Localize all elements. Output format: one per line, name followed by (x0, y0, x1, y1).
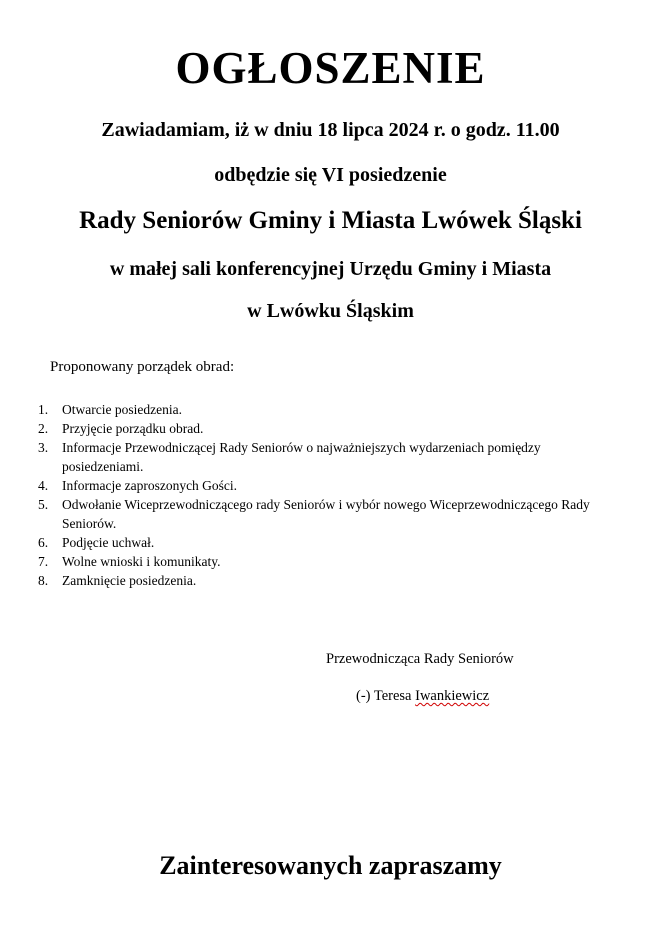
agenda-item-text: Informacje Przewodniczącej Rady Seniorów o najważniejszych wydarzeniach pomiędzy posiedzeniami. (62, 440, 541, 474)
agenda-item-number: 1. (38, 402, 49, 417)
agenda-label: Proponowany porządek obrad: (50, 359, 235, 375)
agenda-item (38, 571, 618, 590)
agenda-item-text: Otwarcie posiedzenia. (62, 402, 182, 417)
agenda-list (38, 400, 618, 590)
document-title: OGŁOSZENIE (175, 43, 486, 93)
signature-title: Przewodnicząca Rady Seniorów (326, 651, 514, 667)
agenda-item-text: Zamknięcie posiedzenia. (62, 573, 197, 588)
agenda-item (38, 438, 618, 476)
agenda-item (38, 476, 618, 495)
agenda-item-text: Wolne wnioski i komunikaty. (62, 554, 221, 569)
agenda-item (38, 400, 618, 419)
agenda-item-number: 3. (38, 440, 49, 455)
agenda-item-number: 8. (38, 573, 49, 588)
agenda-item (38, 533, 618, 552)
signature-prefix: (-) Teresa (356, 688, 416, 704)
agenda-item (38, 419, 618, 438)
notice-session-line: odbędzie się VI posiedzenie (214, 164, 447, 186)
signature-surname: Iwankiewicz (415, 688, 490, 704)
council-name-line: Rady Seniorów Gminy i Miasta Lwówek Śląski (79, 207, 582, 234)
signature-name (356, 689, 489, 704)
agenda-item-number: 5. (38, 497, 49, 512)
town-line: w Lwówku Śląskim (247, 300, 414, 322)
agenda-item-number: 2. (38, 421, 49, 436)
agenda-item (38, 495, 618, 533)
agenda-item-text: Odwołanie Wiceprzewodniczącego rady Seniorów i wybór nowego Wiceprzewodniczącego Rady Seniorów. (62, 497, 590, 531)
agenda-item-text: Podjęcie uchwał. (62, 535, 155, 550)
venue-line: w małej sali konferencyjnej Urzędu Gminy i Miasta (109, 258, 552, 280)
agenda-item-number: 4. (38, 478, 49, 493)
notice-date-line: Zawiadamiam, iż w dniu 18 lipca 2024 r. o godz. 11.00 (101, 119, 560, 141)
agenda-item-number: 7. (38, 554, 49, 569)
agenda-item-number: 6. (38, 535, 49, 550)
agenda-item-text: Przyjęcie porządku obrad. (62, 421, 204, 436)
agenda-item-text: Informacje zaproszonych Gości. (62, 478, 238, 493)
agenda-item (38, 552, 618, 571)
closing-invitation: Zainteresowanych zapraszamy (159, 851, 502, 880)
